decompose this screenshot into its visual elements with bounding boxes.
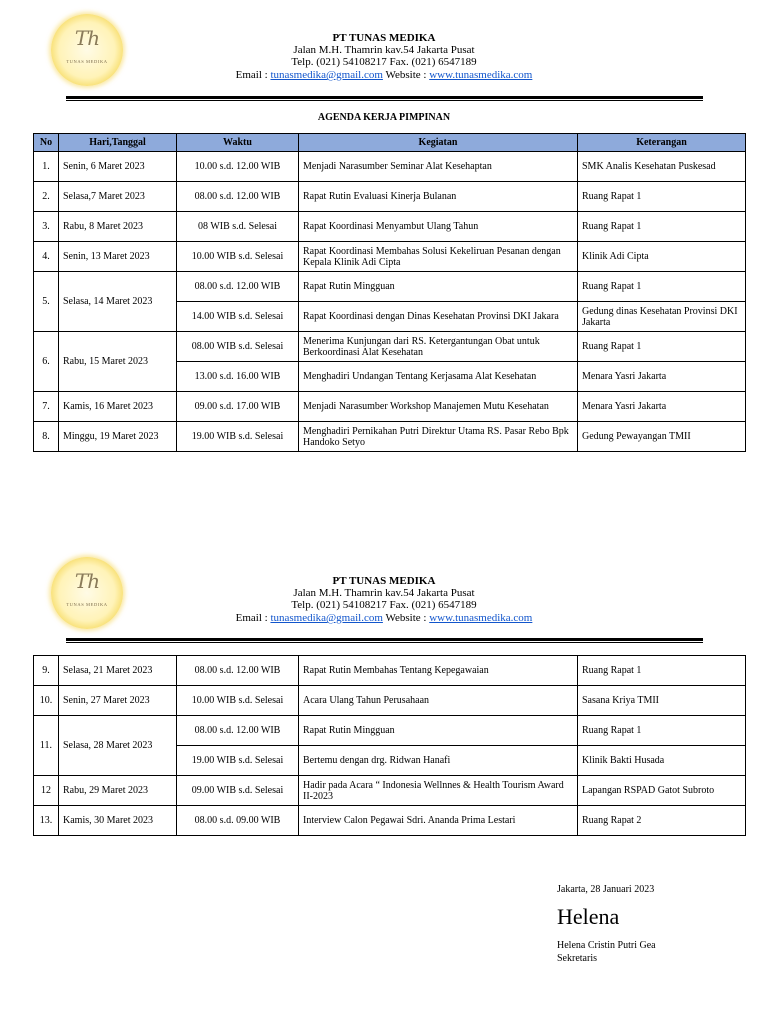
row-day: Rabu, 15 Maret 2023: [59, 332, 177, 392]
table-row: [34, 182, 746, 212]
website-link[interactable]: www.tunasmedika.com: [429, 612, 533, 624]
table-row: [34, 212, 746, 242]
header-note: Keterangan: [578, 134, 746, 152]
row-day: Rabu, 29 Maret 2023: [59, 776, 177, 806]
agenda-table-continued: [33, 655, 746, 836]
row-day: Selasa, 21 Maret 2023: [59, 656, 177, 686]
row-no: 6.: [34, 332, 59, 392]
row-day: Selasa, 14 Maret 2023: [59, 272, 177, 332]
row-activity: Rapat Rutin Evaluasi Kinerja Bulanan: [299, 182, 578, 212]
row-no: 8.: [34, 422, 59, 452]
company-contact: [0, 612, 768, 624]
signatory-name: Helena Cristin Putri Gea: [557, 940, 656, 951]
row-day: Kamis, 30 Maret 2023: [59, 806, 177, 836]
row-note: Ruang Rapat 1: [578, 332, 746, 362]
row-time: 08.00 s.d. 09.00 WIB: [177, 806, 299, 836]
row-note: Klinik Adi Cipta: [578, 242, 746, 272]
row-time: 08.00 WIB s.d. Selesai: [177, 332, 299, 362]
row-time: 08 WIB s.d. Selesai: [177, 212, 299, 242]
company-phone: Telp. (021) 54108217 Fax. (021) 6547189: [291, 56, 477, 68]
row-note: SMK Analis Kesehatan Puskesad: [578, 152, 746, 182]
row-activity: Menghadiri Pernikahan Putri Direktur Utama RS. Pasar Rebo Bpk Handoko Setyo: [299, 422, 578, 452]
row-time: 13.00 s.d. 16.00 WIB: [177, 362, 299, 392]
company-name: PT TUNAS MEDIKA: [332, 32, 436, 44]
row-note: Ruang Rapat 1: [578, 212, 746, 242]
table-row: [34, 272, 746, 302]
table-row: [34, 716, 746, 746]
row-no: 13.: [34, 806, 59, 836]
row-note: Sasana Kriya TMII: [578, 686, 746, 716]
logo-text: TUNAS MEDIKA: [66, 59, 108, 64]
row-day: Senin, 6 Maret 2023: [59, 152, 177, 182]
table-row: [34, 806, 746, 836]
row-no: 3.: [34, 212, 59, 242]
row-activity: Hadir pada Acara “ Indonesia Wellnnes & Health Tourism Award II-2023: [299, 776, 578, 806]
row-activity: Rapat Koordinasi dengan Dinas Kesehatan Provinsi DKI Jakara: [299, 302, 578, 332]
row-time: 10.00 s.d. 12.00 WIB: [177, 152, 299, 182]
row-activity: Rapat Koordinasi Menyambut Ulang Tahun: [299, 212, 578, 242]
signatory-role: Sekretaris: [557, 953, 597, 964]
signature-date: Jakarta, 28 Januari 2023: [557, 884, 655, 895]
email-link[interactable]: tunasmedika@gmail.com: [270, 69, 383, 81]
row-activity: Rapat Rutin Mingguan: [299, 272, 578, 302]
row-no: 7.: [34, 392, 59, 422]
company-contact: [0, 69, 768, 81]
row-note: Lapangan RSPAD Gatot Subroto: [578, 776, 746, 806]
row-note: Ruang Rapat 1: [578, 272, 746, 302]
row-time: 09.00 s.d. 17.00 WIB: [177, 392, 299, 422]
header-day: Hari,Tanggal: [59, 134, 177, 152]
row-activity: Menjadi Narasumber Workshop Manajemen Mutu Kesehatan: [299, 392, 578, 422]
agenda-title: AGENDA KERJA PIMPINAN: [317, 112, 451, 123]
row-no: 10.: [34, 686, 59, 716]
table-row: [34, 332, 746, 362]
row-time: 08.00 s.d. 12.00 WIB: [177, 656, 299, 686]
row-activity: Acara Ulang Tahun Perusahaan: [299, 686, 578, 716]
email-link[interactable]: tunasmedika@gmail.com: [270, 612, 383, 624]
header-activity: Kegiatan: [299, 134, 578, 152]
agenda-table: [33, 133, 746, 452]
row-day: Selasa, 28 Maret 2023: [59, 716, 177, 776]
logo-monogram: Th: [74, 569, 100, 593]
row-activity: Menghadiri Undangan Tentang Kerjasama Alat Kesehatan: [299, 362, 578, 392]
company-address: Jalan M.H. Thamrin kav.54 Jakarta Pusat: [293, 587, 475, 599]
company-address: Jalan M.H. Thamrin kav.54 Jakarta Pusat: [293, 44, 475, 56]
table-row: [34, 656, 746, 686]
row-note: Menara Yasri Jakarta: [578, 362, 746, 392]
row-no: 4.: [34, 242, 59, 272]
header-divider: [66, 638, 703, 644]
table-header-row: [34, 134, 746, 152]
header-time: Waktu: [177, 134, 299, 152]
row-activity: Menjadi Narasumber Seminar Alat Kesehaptan: [299, 152, 578, 182]
email-label: Email :: [235, 69, 271, 81]
row-activity: Bertemu dengan drg. Ridwan Hanafi: [299, 746, 578, 776]
row-time: 10.00 WIB s.d. Selesai: [177, 242, 299, 272]
row-no: 1.: [34, 152, 59, 182]
row-no: 2.: [34, 182, 59, 212]
row-time: 19.00 WIB s.d. Selesai: [177, 746, 299, 776]
row-no: 5.: [34, 272, 59, 332]
row-no: 11.: [34, 716, 59, 776]
row-note: Ruang Rapat 2: [578, 806, 746, 836]
letterhead: [0, 10, 768, 100]
table-row: [34, 392, 746, 422]
company-name: PT TUNAS MEDIKA: [332, 575, 436, 587]
row-activity: Menerima Kunjungan dari RS. Ketergantungan Obat untuk Berkoordinasi Alat Kesehatan: [299, 332, 578, 362]
row-activity: Rapat Rutin Membahas Tentang Kepegawaian: [299, 656, 578, 686]
row-day: Minggu, 19 Maret 2023: [59, 422, 177, 452]
row-note: Gedung Pewayangan TMII: [578, 422, 746, 452]
header-divider: [66, 96, 703, 102]
row-day: Selasa,7 Maret 2023: [59, 182, 177, 212]
website-label: Website :: [382, 612, 430, 624]
row-note: Ruang Rapat 1: [578, 182, 746, 212]
header-no: No: [34, 134, 59, 152]
table-row: [34, 776, 746, 806]
row-activity: Rapat Koordinasi Membahas Solusi Kekeliruan Pesanan dengan Kepala Klinik Adi Cipta: [299, 242, 578, 272]
signature-script: Helena: [557, 904, 620, 929]
row-activity: Rapat Rutin Mingguan: [299, 716, 578, 746]
website-link[interactable]: www.tunasmedika.com: [429, 69, 533, 81]
row-note: Ruang Rapat 1: [578, 716, 746, 746]
company-phone: Telp. (021) 54108217 Fax. (021) 6547189: [291, 599, 477, 611]
row-day: Senin, 13 Maret 2023: [59, 242, 177, 272]
row-time: 08.00 s.d. 12.00 WIB: [177, 716, 299, 746]
row-note: Gedung dinas Kesehatan Provinsi DKI Jakarta: [578, 302, 746, 332]
row-time: 10.00 WIB s.d. Selesai: [177, 686, 299, 716]
row-time: 19.00 WIB s.d. Selesai: [177, 422, 299, 452]
table-row: [34, 152, 746, 182]
row-day: Senin, 27 Maret 2023: [59, 686, 177, 716]
row-time: 08.00 s.d. 12.00 WIB: [177, 182, 299, 212]
table-row: [34, 242, 746, 272]
table-row: [34, 686, 746, 716]
row-time: 08.00 s.d. 12.00 WIB: [177, 272, 299, 302]
row-day: Rabu, 8 Maret 2023: [59, 212, 177, 242]
row-activity: Interview Calon Pegawai Sdri. Ananda Prima Lestari: [299, 806, 578, 836]
row-day: Kamis, 16 Maret 2023: [59, 392, 177, 422]
row-note: Klinik Bakti Husada: [578, 746, 746, 776]
logo-text: TUNAS MEDIKA: [66, 602, 108, 607]
row-no: 9.: [34, 656, 59, 686]
row-time: 14.00 WIB s.d. Selesai: [177, 302, 299, 332]
email-label: Email :: [235, 612, 271, 624]
row-time: 09.00 WIB s.d. Selesai: [177, 776, 299, 806]
row-note: Menara Yasri Jakarta: [578, 392, 746, 422]
logo-monogram: Th: [74, 26, 100, 50]
row-note: Ruang Rapat 1: [578, 656, 746, 686]
row-no: 12: [34, 776, 59, 806]
table-row: [34, 422, 746, 452]
website-label: Website :: [382, 69, 430, 81]
letterhead: [0, 553, 768, 643]
